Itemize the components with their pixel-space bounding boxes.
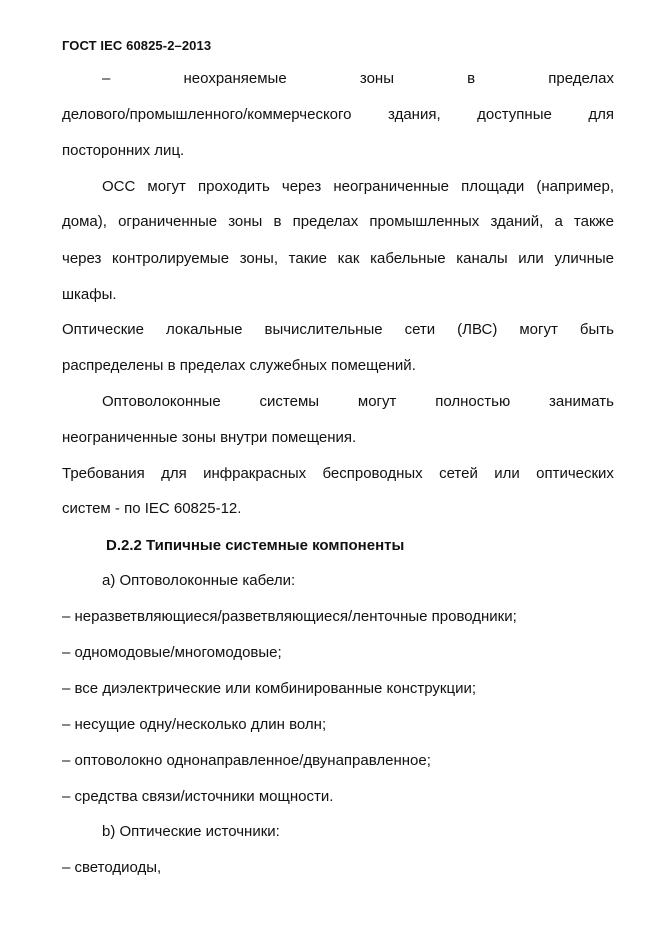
word: зданий, xyxy=(490,213,544,230)
word: дома), xyxy=(62,213,107,230)
word: промышленных xyxy=(369,213,480,230)
paragraph-5-line-1 xyxy=(62,465,614,483)
word: могут xyxy=(357,393,397,410)
list-item: – неразветвляющиеся/разветвляющиеся/ленточные проводники; xyxy=(62,608,517,625)
word: Требования xyxy=(62,465,145,482)
word: пределах xyxy=(548,70,614,87)
word: для xyxy=(588,106,614,123)
word: как xyxy=(337,250,360,267)
section-title: D.2.2 Типичные системные компоненты xyxy=(106,537,405,554)
paragraph-1-line-2 xyxy=(62,106,614,124)
word: каналы xyxy=(456,250,508,267)
list-item: – несущие одну/несколько длин волн; xyxy=(62,716,327,733)
word: локальные xyxy=(165,321,243,338)
word: проходить xyxy=(198,178,270,195)
word: через xyxy=(62,250,102,267)
word: зоны xyxy=(228,213,263,230)
word: зоны, xyxy=(239,250,278,267)
word: через xyxy=(281,178,322,195)
word: делового/промышленного/коммерческого xyxy=(62,106,352,123)
word: для xyxy=(161,465,187,482)
paragraph-1-line-3: посторонних лиц. xyxy=(62,142,185,159)
word: инфракрасных xyxy=(203,465,307,482)
word: ограниченные xyxy=(118,213,218,230)
word: уличные xyxy=(554,250,614,267)
word: контролируемые xyxy=(112,250,230,267)
list-item: – одномодовые/многомодовые; xyxy=(62,644,282,661)
paragraph-4-line-2: неограниченные зоны внутри помещения. xyxy=(62,429,357,446)
word: сети xyxy=(404,321,436,338)
word: кабельные xyxy=(370,250,446,267)
paragraph-4-line-1 xyxy=(102,393,614,411)
document-header: ГОСТ IEC 60825-2–2013 xyxy=(62,38,212,53)
word: а xyxy=(554,213,563,230)
word: занимать xyxy=(549,393,614,410)
word: такие xyxy=(288,250,327,267)
list-item: – средства связи/источники мощности. xyxy=(62,788,334,805)
list-item: – оптоволокно однонаправленное/двунаправленное; xyxy=(62,752,431,769)
word: пределах xyxy=(292,213,359,230)
word: здания, xyxy=(388,106,441,123)
paragraph-2-line-1 xyxy=(102,178,614,196)
word: системы xyxy=(259,393,320,410)
list-heading-b: b) Оптические источники: xyxy=(102,823,280,840)
word: также xyxy=(573,213,614,230)
word: (например, xyxy=(536,178,614,195)
paragraph-3-line-2: распределены в пределах служебных помещений. xyxy=(62,357,416,374)
paragraph-2-line-4: шкафы. xyxy=(62,286,117,303)
list-item: – все диэлектрические или комбинированные конструкции; xyxy=(62,680,476,697)
word: Оптические xyxy=(62,321,144,338)
paragraph-1-line-1 xyxy=(102,70,614,88)
word: неограниченные xyxy=(333,178,449,195)
paragraph-2-line-3 xyxy=(62,250,614,268)
paragraph-3-line-1 xyxy=(62,321,614,339)
word: вычислительные xyxy=(264,321,383,338)
list-heading-a: а) Оптоволоконные кабели: xyxy=(102,572,296,589)
word: оптических xyxy=(536,465,614,482)
word: доступные xyxy=(477,106,552,123)
word: или xyxy=(494,465,520,482)
paragraph-5-line-2: систем - по IEC 60825-12. xyxy=(62,500,242,517)
word: – xyxy=(102,70,111,87)
word: быть xyxy=(579,321,614,338)
word: зоны xyxy=(359,70,394,87)
list-item: – светодиоды, xyxy=(62,859,162,876)
word: ОСС xyxy=(102,178,136,195)
word: беспроводных xyxy=(322,465,423,482)
word: или xyxy=(518,250,544,267)
word: (ЛВС) xyxy=(457,321,498,338)
word: неохраняемые xyxy=(183,70,287,87)
word: могут xyxy=(147,178,186,195)
paragraph-2-line-2 xyxy=(62,213,614,231)
word: полностью xyxy=(435,393,511,410)
word: в xyxy=(467,70,476,87)
word: могут xyxy=(519,321,558,338)
word: в xyxy=(273,213,282,230)
word: Оптоволоконные xyxy=(102,393,221,410)
word: сетей xyxy=(439,465,478,482)
word: площади xyxy=(461,178,525,195)
